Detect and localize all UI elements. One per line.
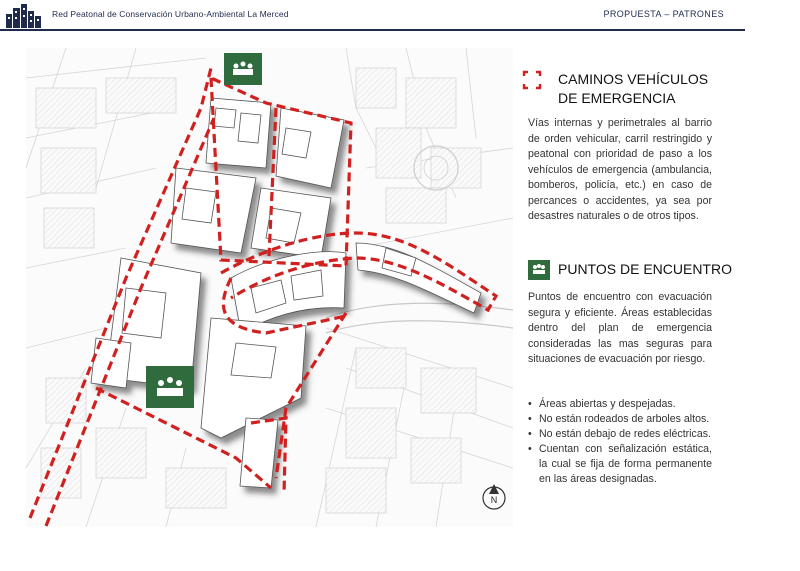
map-drawing bbox=[26, 48, 513, 527]
document-title: Red Peatonal de Conservación Urbano-Ambiental La Merced bbox=[52, 9, 289, 19]
list-item: • No están debajo de redes eléctricas. bbox=[528, 427, 712, 442]
header bbox=[0, 0, 800, 30]
neighborhood-map bbox=[26, 48, 513, 527]
list-item: • Áreas abiertas y despejadas. bbox=[528, 397, 712, 412]
section-label: PROPUESTA – PATRONES bbox=[603, 9, 724, 19]
meeting-points-criteria-list bbox=[528, 397, 712, 487]
emergency-routes-title: CAMINOS VEHÍCULOS DE EMERGENCIA bbox=[558, 71, 709, 106]
meeting-point-marker-south bbox=[146, 366, 194, 408]
meeting-points-title: PUNTOS DE ENCUENTRO bbox=[558, 261, 732, 277]
list-item: • Cuentan con señalización estática, la cual se fija de forma permanente en las áreas designadas. bbox=[528, 442, 712, 487]
header-divider bbox=[0, 29, 745, 31]
meeting-point-marker-north bbox=[224, 53, 262, 85]
emergency-routes-description: Vías internas y perimetrales al barrio de orden vehicular, carril restringido y peatonal con prioridad de paso a los vehículos de emergencia (ambulancia, bomberos, policía, etc.) en caso de percances o accidentes, ya sea por desastres naturales o de otros tipos. bbox=[528, 117, 712, 222]
svg-text:N: N bbox=[490, 495, 498, 505]
assembly-point-icon bbox=[528, 260, 550, 280]
city-skyline-logo-icon bbox=[6, 4, 42, 28]
meeting-points-description: Puntos de encuentro con evacuación segura y eficiente. Áreas establecidas dentro del plan de emergencia consideradas las mas seguras para situaciones de evacuación por riesgo. bbox=[528, 291, 712, 365]
dashed-red-bracket-icon bbox=[522, 70, 542, 90]
list-item: • No están rodeados de arboles altos. bbox=[528, 412, 712, 427]
